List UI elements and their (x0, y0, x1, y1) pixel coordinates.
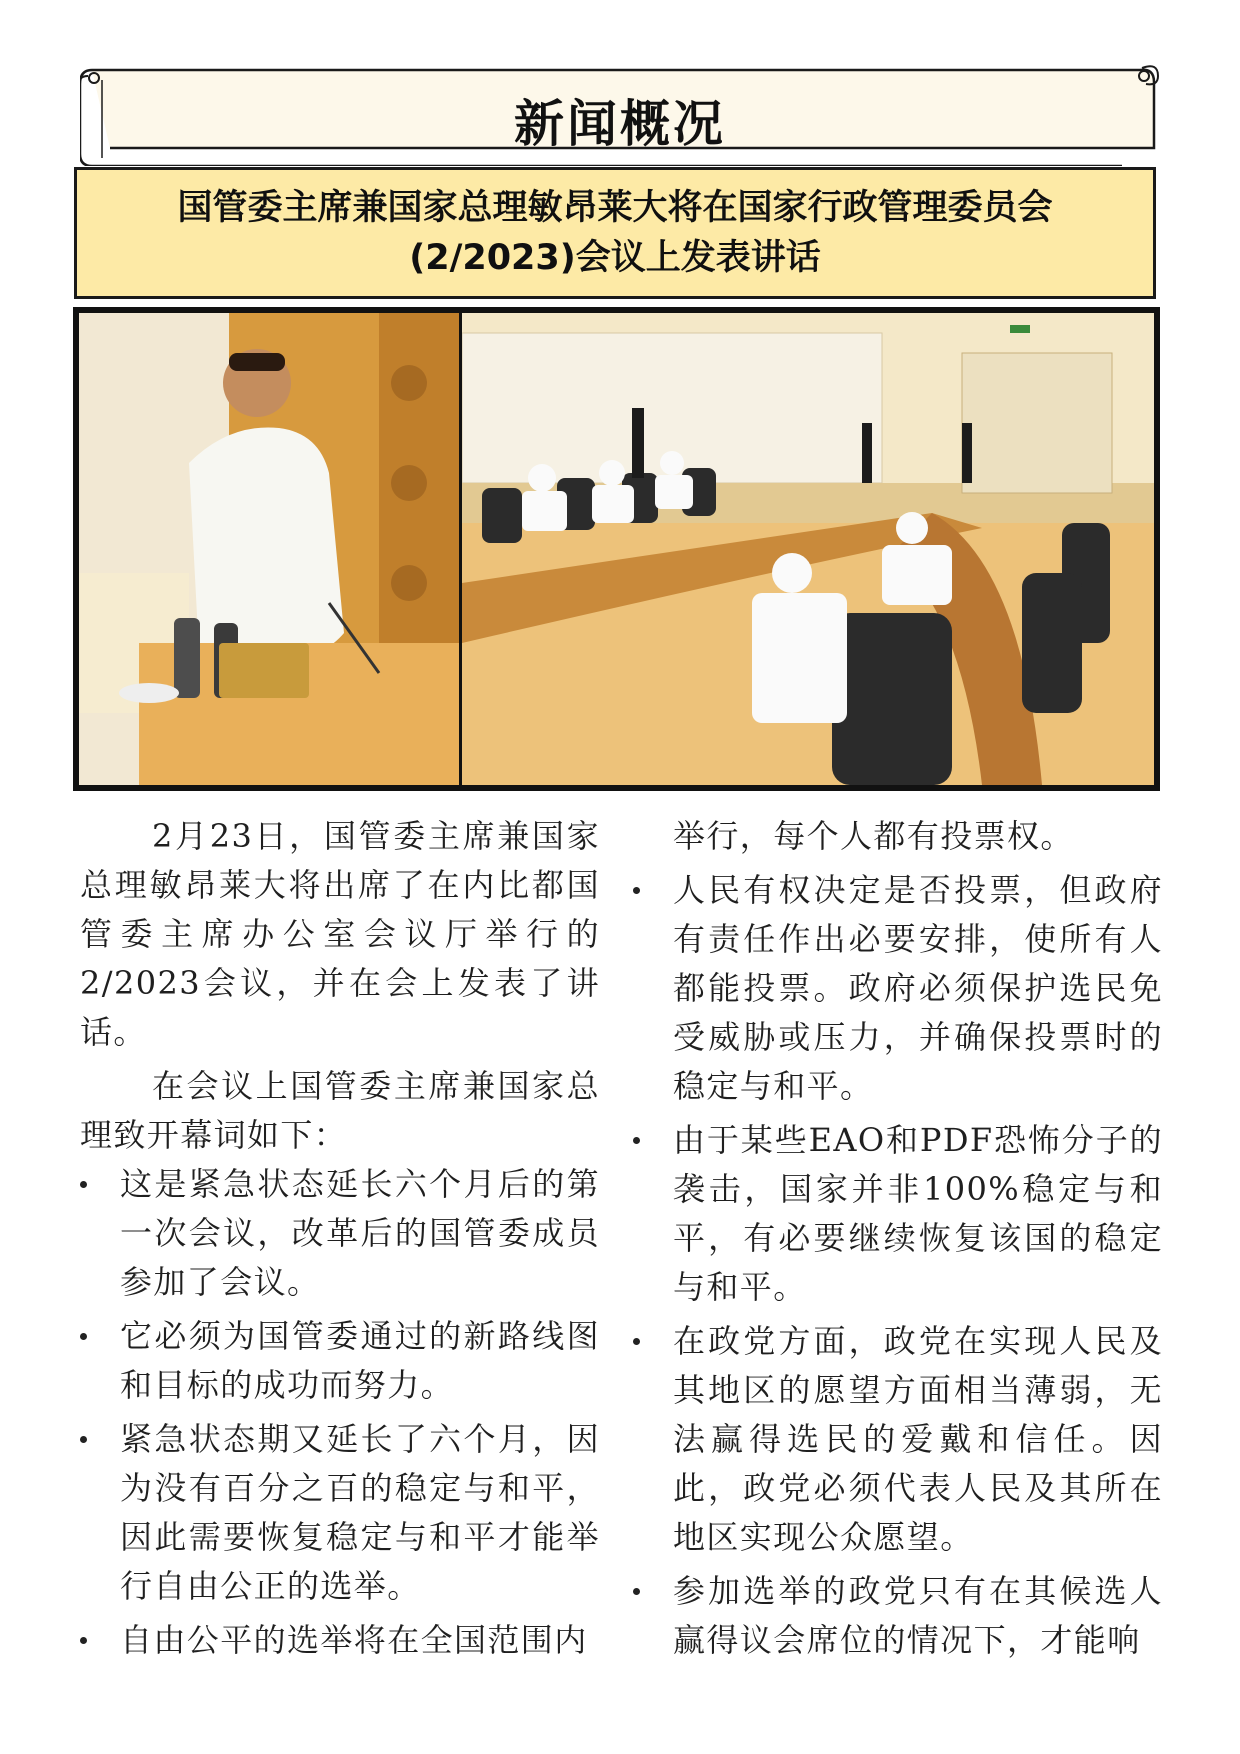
headline-line-1: 国管委主席兼国家总理敏昂莱大将在国家行政管理委员会 (177, 188, 1053, 228)
right-text-column (633, 812, 1163, 1665)
list-item: 在政党方面，政党在实现人民及其地区的愿望方面相当薄弱，无法赢得选民的爱戴和信任。因此，政党必须代表人民及其所在地区实现公众愿望。 (633, 1317, 1163, 1562)
bullet-icon (633, 887, 640, 894)
list-item: 自由公平的选举将在全国范围内 (80, 1616, 600, 1665)
title-scroll-banner (80, 62, 1160, 166)
photo-meeting-room (462, 313, 1154, 785)
intro-paragraph: 2月23日，国管委主席兼国家总理敏昂莱大将出席了在内比都国管委主席办公室会议厅举行的2/2023会议，并在会上发表了讲话。 (80, 817, 600, 1051)
bullet-icon (80, 1637, 87, 1644)
continued-text: 举行，每个人都有投票权。 (673, 817, 1074, 855)
section-title: 新闻概况 (514, 95, 726, 153)
list-item: 这是紧急状态延长六个月后的第一次会议，改革后的国管委成员参加了会议。 (80, 1160, 600, 1307)
opening-remarks-paragraph: 在会议上国管委主席兼国家总理致开幕词如下： (80, 1067, 600, 1154)
bullet-icon (80, 1333, 87, 1340)
list-item: 紧急状态期又延长了六个月，因为没有百分之百的稳定与和平，因此需要恢复稳定与和平才能举行自由公正的选举。 (80, 1415, 600, 1611)
right-bullet-list (633, 866, 1163, 1665)
list-item: 参加选举的政党只有在其候选人赢得议会席位的情况下，才能响 (633, 1567, 1163, 1665)
left-bullet-list (80, 1160, 600, 1665)
bullet-icon (80, 1181, 87, 1188)
list-item: 由于某些EAO和PDF恐怖分子的袭击，国家并非100%稳定与和平，有必要继续恢复该国的稳定与和平。 (633, 1116, 1163, 1312)
photo-speaker (79, 313, 459, 785)
bullet-icon (80, 1436, 87, 1443)
list-item: 人民有权决定是否投票，但政府有责任作出必要安排，使所有人都能投票。政府必须保护选民免受威胁或压力，并确保投票时的稳定与和平。 (633, 866, 1163, 1111)
article-headline (74, 167, 1156, 299)
bullet-icon (633, 1137, 640, 1144)
bullet-icon (633, 1338, 640, 1345)
photo-frame (73, 307, 1160, 791)
list-item: 它必须为国管委通过的新路线图和目标的成功而努力。 (80, 1312, 600, 1410)
bullet-icon (633, 1588, 640, 1595)
headline-line-2: (2/2023)会议上发表讲话 (409, 238, 821, 278)
left-text-column (80, 812, 600, 1665)
